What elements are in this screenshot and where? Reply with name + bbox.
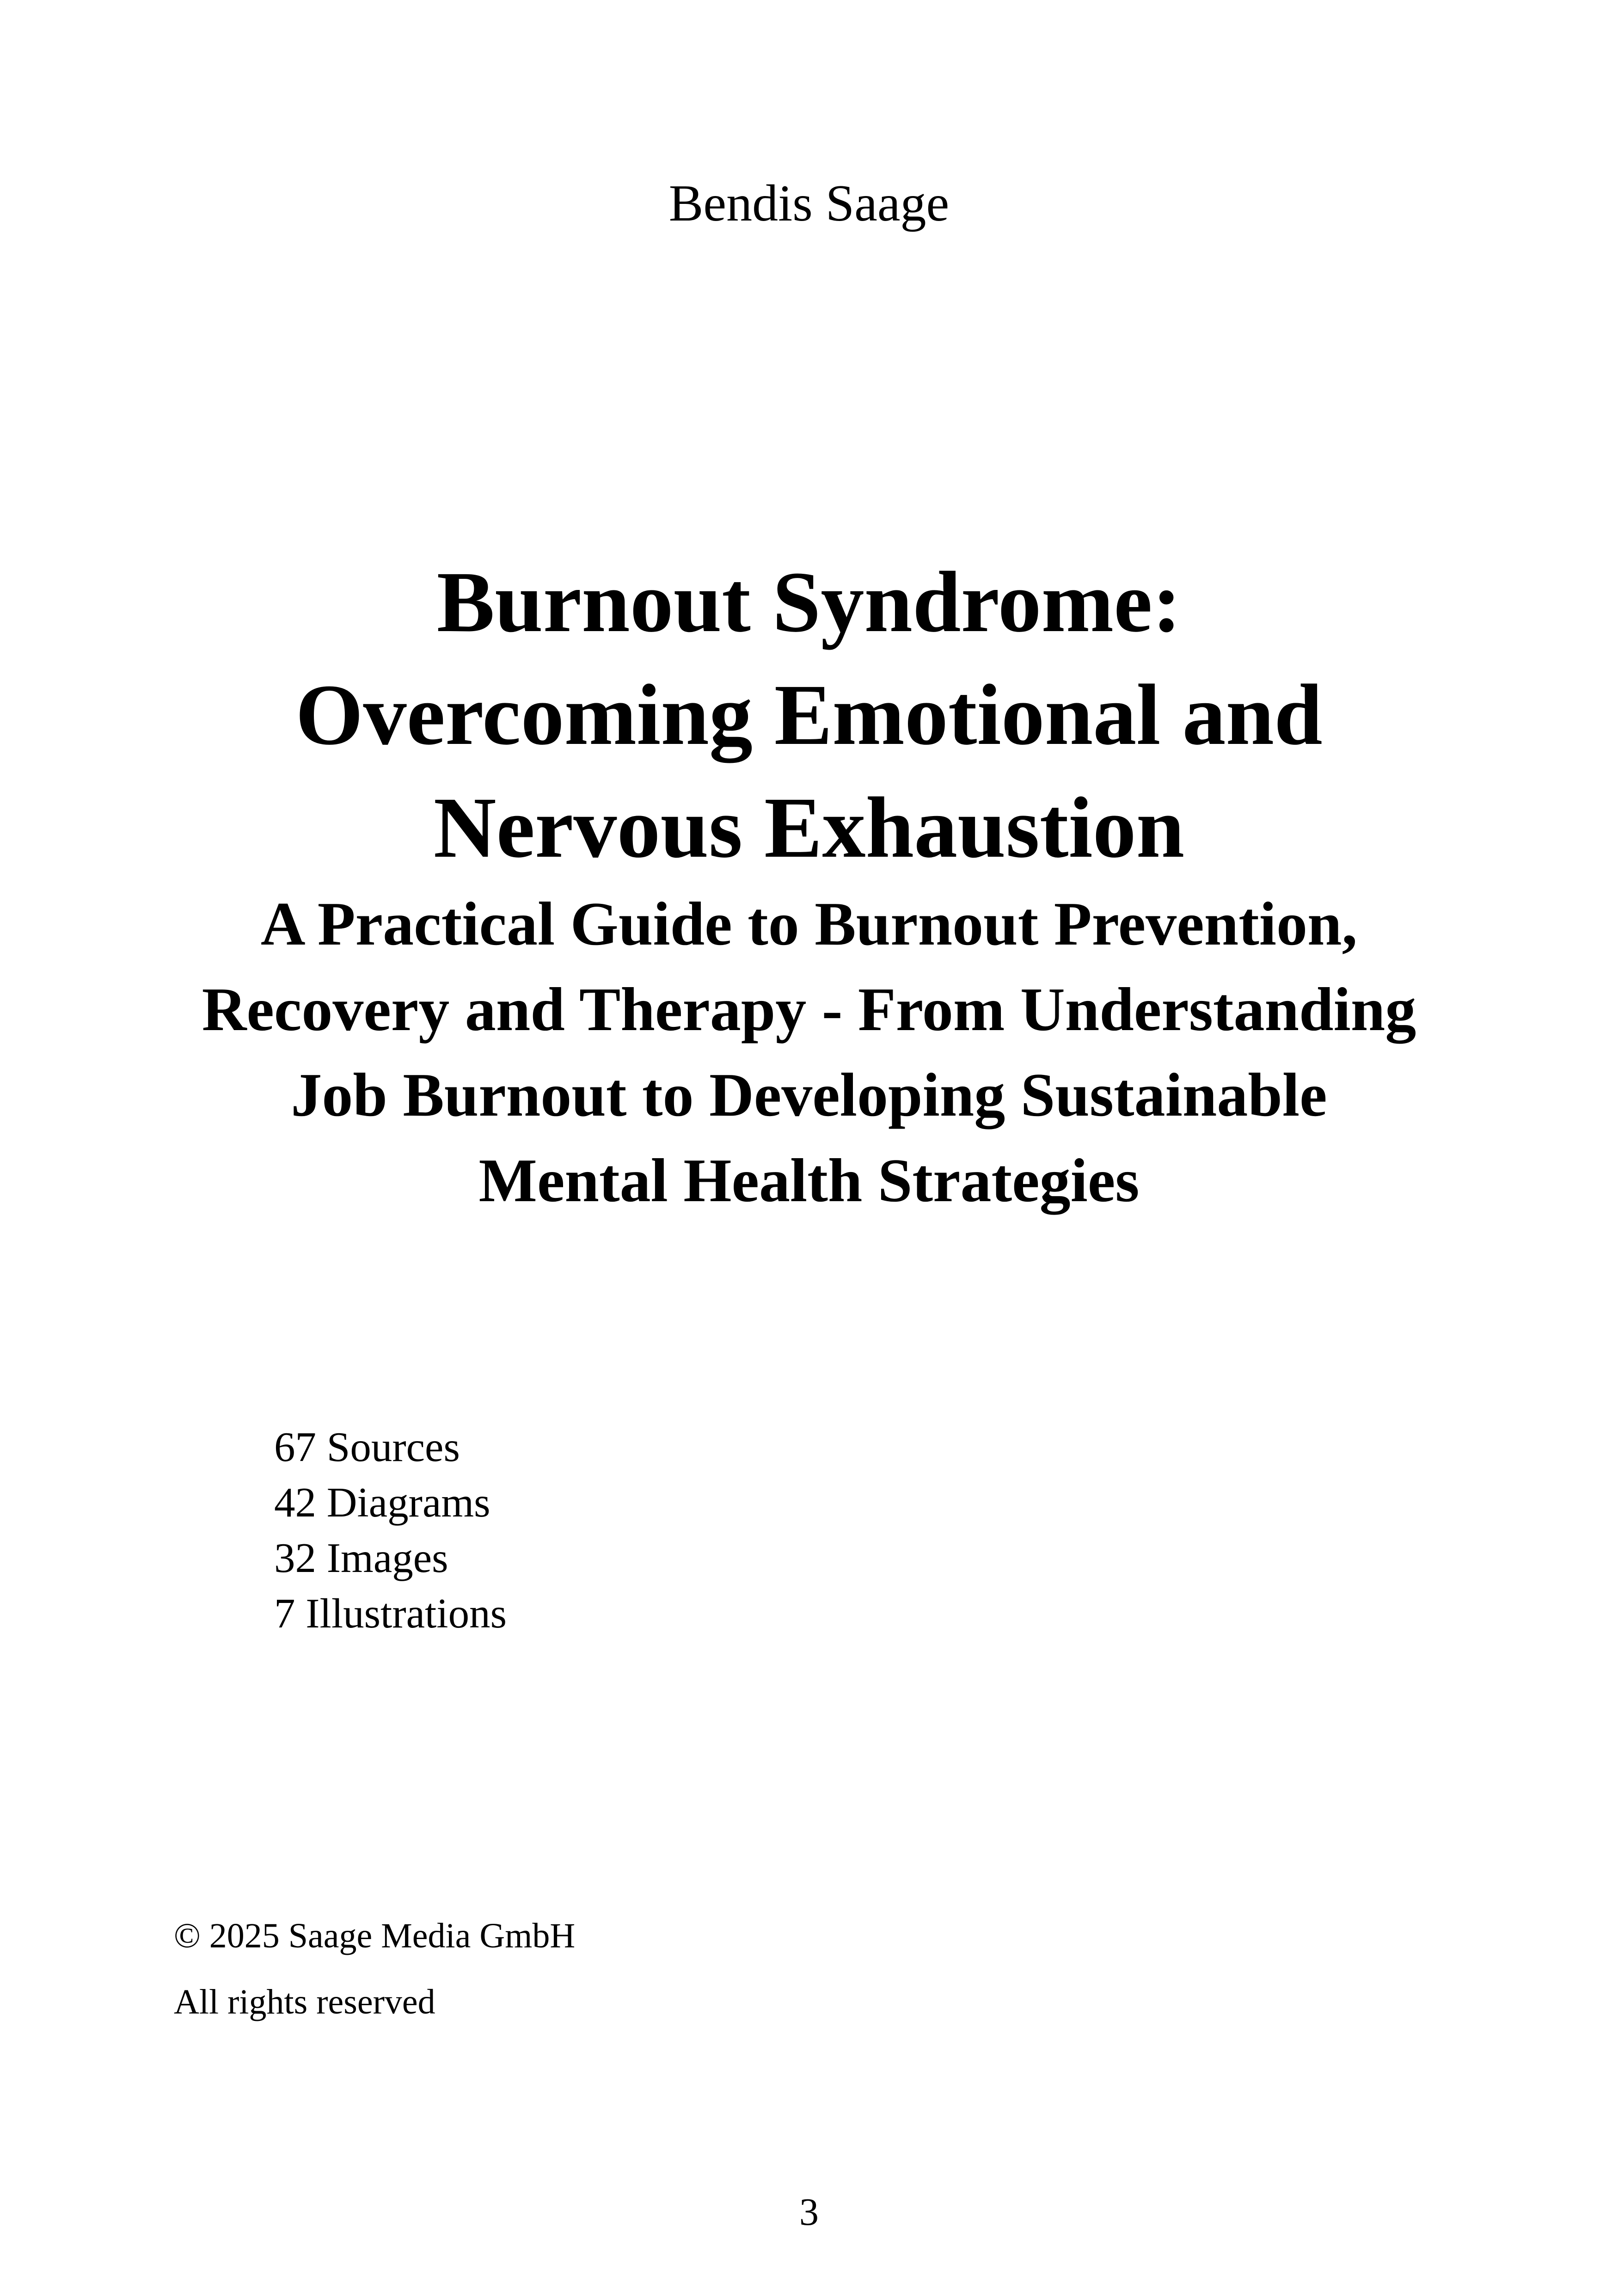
book-subtitle-line: Job Burnout to Developing Sustainable [291, 1061, 1327, 1129]
content-stats-list [274, 1419, 507, 1641]
book-title-line: Overcoming Emotional and [295, 666, 1323, 763]
book-subtitle-line: Recovery and Therapy - From Understanding [202, 975, 1416, 1044]
book-subtitle-line: A Practical Guide to Burnout Prevention, [260, 890, 1358, 958]
stats-item-sources: 67 Sources [274, 1424, 460, 1470]
book-title-line: Burnout Syndrome: [436, 553, 1182, 650]
rights-notice: All rights reserved [174, 1983, 435, 2021]
author-name: Bendis Saage [668, 175, 950, 232]
stats-item-diagrams: 42 Diagrams [274, 1479, 490, 1526]
book-subtitle-line: Mental Health Strategies [478, 1146, 1140, 1215]
copyright-notice: © 2025 Saage Media GmbH [174, 1916, 576, 1955]
book-title-line: Nervous Exhaustion [433, 779, 1185, 876]
stats-item-illustrations: 7 Illustrations [274, 1590, 507, 1637]
stats-item-images: 32 Images [274, 1535, 448, 1581]
book-title-block [0, 546, 1618, 1223]
page-number: 3 [799, 2191, 819, 2234]
